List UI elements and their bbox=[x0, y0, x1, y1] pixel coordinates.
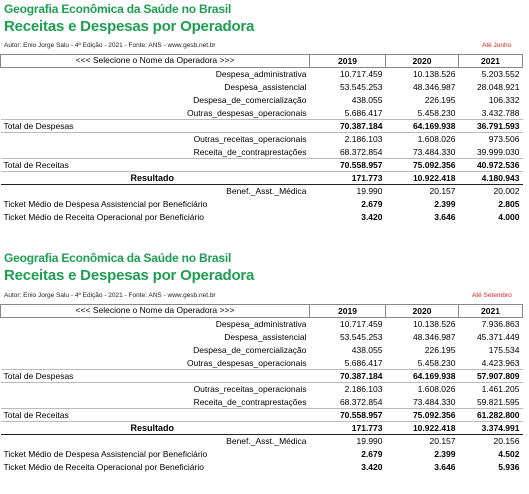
finance-table bbox=[0, 54, 523, 224]
value-cell: 48.346.987 bbox=[412, 332, 456, 342]
report-title: Geografia Econômica da Saúde no Brasil bbox=[4, 251, 232, 265]
operator-selector-label: <<< Selecione o Nome da Operadora >>> bbox=[75, 305, 235, 315]
value-cell: 59.821.595 bbox=[476, 396, 520, 407]
value-cell: 438.055 bbox=[351, 345, 383, 355]
value-cell: 3.432.788 bbox=[481, 107, 520, 118]
row-label: Outras_receitas_operacionais bbox=[193, 384, 307, 395]
total-receitas-label: Total de Receitas bbox=[1, 159, 310, 172]
ticket-value: 2.399 bbox=[434, 449, 456, 459]
finance-table bbox=[0, 304, 523, 474]
value-cell: 106.332 bbox=[488, 95, 520, 105]
value-cell: 1.608.026 bbox=[417, 134, 456, 145]
value-cell: 5.458.230 bbox=[417, 357, 456, 368]
period-note: Até Setembro bbox=[472, 292, 512, 299]
ticket-value: 3.646 bbox=[434, 462, 456, 472]
operator-selector[interactable] bbox=[1, 55, 310, 68]
value-cell: 5.458.230 bbox=[417, 107, 456, 118]
value-cell: 53.545.253 bbox=[339, 332, 383, 342]
benef-value: 20.002 bbox=[493, 186, 520, 197]
ticket-despesa-label: Ticket Médio de Despesa Assistencial por Beneficiário bbox=[3, 199, 208, 209]
value-cell: 53.545.253 bbox=[339, 82, 383, 92]
ticket-value: 3.646 bbox=[434, 212, 456, 222]
row-label: Outras_receitas_operacionais bbox=[193, 134, 307, 145]
operator-selector-label: <<< Selecione o Nome da Operadora >>> bbox=[75, 55, 235, 65]
row-label: Receita_de_contraprestações bbox=[193, 146, 307, 157]
ticket-receita-label: Ticket Médio de Receita Operacional por Beneficiário bbox=[3, 212, 204, 222]
row-label: Despesa_assistencial bbox=[224, 82, 307, 92]
report-title: Geografia Econômica da Saúde no Brasil bbox=[4, 2, 232, 16]
value-cell: 68.372.854 bbox=[339, 146, 383, 157]
value-cell: 10.717.459 bbox=[310, 318, 386, 331]
row-label: Despesa_administrativa bbox=[1, 318, 310, 331]
resultado-label: Resultado bbox=[1, 422, 310, 435]
total-value: 70.558.957 bbox=[310, 159, 386, 172]
value-cell: 48.346.987 bbox=[412, 82, 456, 92]
total-value: 64.169.938 bbox=[386, 120, 459, 133]
ticket-value: 2.805 bbox=[498, 199, 520, 209]
value-cell: 973.506 bbox=[488, 134, 520, 145]
benef-value: 20.157 bbox=[429, 436, 456, 447]
value-cell: 4.423.963 bbox=[481, 357, 520, 368]
total-value: 64.169.938 bbox=[386, 370, 459, 383]
operator-selector[interactable] bbox=[1, 305, 310, 318]
year-header: 2021 bbox=[459, 55, 523, 68]
value-cell: 5.203.552 bbox=[459, 68, 523, 81]
benef-value: 19.990 bbox=[356, 186, 383, 197]
total-value: 75.092.356 bbox=[386, 409, 459, 422]
total-value: 70.558.957 bbox=[310, 409, 386, 422]
year-header: 2019 bbox=[310, 55, 386, 68]
value-cell: 10.138.526 bbox=[386, 318, 459, 331]
author-line: Autor: Enio Jorge Salu - 4ª Edição - 2021 - Fonte: ANS - www.gesb.net.br bbox=[4, 42, 216, 49]
ticket-value: 4.502 bbox=[498, 449, 520, 459]
value-cell: 226.195 bbox=[424, 95, 456, 105]
period-note: Até Junho bbox=[482, 42, 512, 49]
row-label: Outras_despesas_operacionais bbox=[186, 107, 307, 118]
total-value: 36.791.593 bbox=[459, 120, 523, 133]
total-value: 70.387.184 bbox=[310, 120, 386, 133]
resultado-value: 3.374.991 bbox=[459, 422, 523, 435]
author-line: Autor: Enio Jorge Salu - 4ª Edição - 2021 - Fonte: ANS - www.gesb.net.br bbox=[4, 292, 216, 299]
ticket-value: 2.399 bbox=[434, 199, 456, 209]
total-value: 57.907.809 bbox=[459, 370, 523, 383]
ticket-value: 5.936 bbox=[498, 462, 520, 472]
value-cell: 73.484.330 bbox=[412, 146, 456, 157]
year-header: 2020 bbox=[386, 305, 459, 318]
value-cell: 10.717.459 bbox=[310, 68, 386, 81]
ticket-despesa-label: Ticket Médio de Despesa Assistencial por Beneficiário bbox=[3, 449, 208, 459]
ticket-value: 4.000 bbox=[498, 212, 520, 222]
ticket-value: 3.420 bbox=[361, 462, 383, 472]
resultado-value: 171.773 bbox=[310, 172, 386, 185]
value-cell: 438.055 bbox=[351, 95, 383, 105]
value-cell: 10.138.526 bbox=[386, 68, 459, 81]
row-label: Despesa_administrativa bbox=[1, 68, 310, 81]
value-cell: 28.048.921 bbox=[476, 82, 520, 92]
value-cell: 2.186.103 bbox=[344, 134, 383, 145]
value-cell: 226.195 bbox=[424, 345, 456, 355]
value-cell: 5.686.417 bbox=[344, 357, 383, 368]
total-value: 70.387.184 bbox=[310, 370, 386, 383]
value-cell: 175.534 bbox=[488, 345, 520, 355]
value-cell: 5.686.417 bbox=[344, 107, 383, 118]
value-cell: 7.936.863 bbox=[459, 318, 523, 331]
total-receitas-label: Total de Receitas bbox=[1, 409, 310, 422]
report-section-2 bbox=[0, 247, 529, 494]
resultado-value: 4.180.943 bbox=[459, 172, 523, 185]
ticket-value: 2.679 bbox=[361, 449, 383, 459]
resultado-label: Resultado bbox=[1, 172, 310, 185]
value-cell: 1.608.026 bbox=[417, 384, 456, 395]
resultado-value: 171.773 bbox=[310, 422, 386, 435]
row-label: Despesa_de_comercialização bbox=[193, 95, 307, 105]
total-value: 61.282.800 bbox=[459, 409, 523, 422]
value-cell: 45.371.449 bbox=[476, 332, 520, 342]
year-header: 2020 bbox=[386, 55, 459, 68]
total-value: 75.092.356 bbox=[386, 159, 459, 172]
resultado-value: 10.922.418 bbox=[386, 422, 459, 435]
ticket-receita-label: Ticket Médio de Receita Operacional por Beneficiário bbox=[3, 462, 204, 472]
benef-value: 20.156 bbox=[493, 436, 520, 447]
total-despesas-label: Total de Despesas bbox=[1, 370, 310, 383]
value-cell: 39.999.030 bbox=[476, 146, 520, 157]
resultado-value: 10.922.418 bbox=[386, 172, 459, 185]
total-value: 40.972.536 bbox=[459, 159, 523, 172]
ticket-value: 3.420 bbox=[361, 212, 383, 222]
row-label: Receita_de_contraprestações bbox=[193, 396, 307, 407]
report-subtitle: Receitas e Despesas por Operadora bbox=[4, 18, 255, 35]
row-label: Outras_despesas_operacionais bbox=[186, 357, 307, 368]
benef-value: 19.990 bbox=[356, 436, 383, 447]
value-cell: 73.484.330 bbox=[412, 396, 456, 407]
year-header: 2019 bbox=[310, 305, 386, 318]
row-label: Despesa_de_comercialização bbox=[193, 345, 307, 355]
ticket-value: 2.679 bbox=[361, 199, 383, 209]
value-cell: 68.372.854 bbox=[339, 396, 383, 407]
row-label: Despesa_assistencial bbox=[224, 332, 307, 342]
value-cell: 2.186.103 bbox=[344, 384, 383, 395]
report-subtitle: Receitas e Despesas por Operadora bbox=[4, 267, 255, 284]
year-header: 2021 bbox=[459, 305, 523, 318]
benef-value: 20.157 bbox=[429, 186, 456, 197]
benef-label: Benef._Asst._Médica bbox=[226, 186, 307, 197]
value-cell: 1.461.205 bbox=[481, 384, 520, 395]
benef-label: Benef._Asst._Médica bbox=[226, 436, 307, 447]
total-despesas-label: Total de Despesas bbox=[1, 120, 310, 133]
